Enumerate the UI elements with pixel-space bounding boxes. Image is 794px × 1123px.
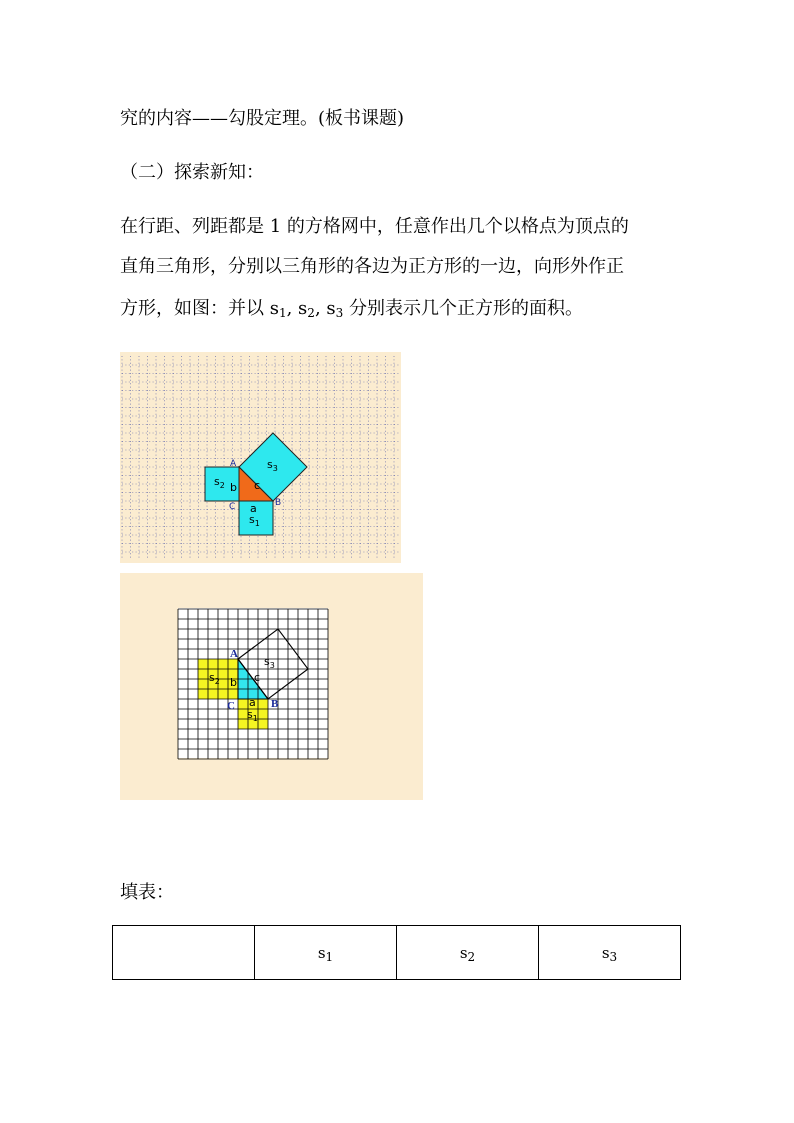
text-line-1: 究的内容——勾股定理。(板书课题) — [120, 108, 405, 129]
area-label-s2-sub: 2 — [219, 481, 225, 490]
vertex-label-a: A — [230, 459, 237, 469]
table-header-s2-s: s — [459, 943, 468, 962]
area-label-s1-sub: 1 — [254, 519, 260, 528]
vertex-label-b: B — [275, 498, 282, 508]
figure-2-svg — [120, 573, 423, 800]
vertex-label-c: C — [229, 502, 236, 512]
text-line-5-pre: 方形，如图：并以 s — [120, 298, 279, 319]
table-header-s2 — [397, 926, 539, 980]
area-label-s2-s: s — [214, 475, 220, 488]
section-heading: （二）探索新知： — [120, 162, 264, 183]
table-header-s2-sub: 2 — [467, 949, 476, 964]
area-label-s3-s: s — [264, 655, 270, 668]
side-label-a: a — [250, 502, 257, 515]
table-header-s3-sub: 3 — [609, 949, 618, 964]
table-header-s1-s: s — [317, 943, 326, 962]
table-header-s1 — [255, 926, 397, 980]
side-label-c: c — [254, 479, 261, 492]
table-header-s3-s: s — [601, 943, 610, 962]
figure-dotted-grid — [120, 352, 401, 563]
side-label-a: a — [249, 696, 256, 709]
text-line-5-sep2: , s — [314, 298, 336, 319]
vertex-label-a: A — [230, 648, 238, 660]
text-line-4: 直角三角形，分别以三角形的各边为正方形的一边，向形外作正 — [120, 256, 624, 277]
fill-in-table — [112, 925, 681, 980]
area-label-s2-s: s — [209, 671, 215, 684]
area-label-s1-s: s — [247, 708, 253, 721]
side-label-c: c — [254, 671, 261, 684]
vertex-label-c: C — [227, 700, 235, 712]
table-header-s1-sub: 1 — [325, 949, 334, 964]
figure-square-grid — [120, 573, 423, 800]
text-line-5-post: 分别表示几个正方形的面积。 — [343, 298, 583, 319]
side-label-b: b — [230, 481, 237, 494]
side-label-b: b — [230, 676, 237, 689]
area-label-s3-sub: 3 — [269, 661, 275, 670]
text-line-5-sep1: , s — [286, 298, 308, 319]
vertex-label-b: B — [271, 698, 279, 710]
area-label-s3-sub: 3 — [272, 464, 278, 473]
table-cell-blank — [113, 926, 255, 980]
figure-1-svg — [120, 352, 401, 563]
area-label-s1-s: s — [249, 513, 255, 526]
table-row — [113, 926, 681, 980]
text-line-5 — [120, 300, 583, 318]
text-sub-2: 2 — [307, 306, 315, 320]
fill-table-heading: 填表： — [120, 882, 174, 903]
area-label-s3-s: s — [267, 458, 273, 471]
table-header-s3 — [539, 926, 681, 980]
area-label-s1-sub: 1 — [252, 714, 258, 723]
area-label-s2-sub: 2 — [214, 677, 220, 686]
text-line-3: 在行距、列距都是 1 的方格网中，任意作出几个以格点为顶点的 — [120, 216, 629, 237]
text-sub-1: 1 — [278, 306, 287, 320]
text-sub-3: 3 — [335, 306, 344, 320]
